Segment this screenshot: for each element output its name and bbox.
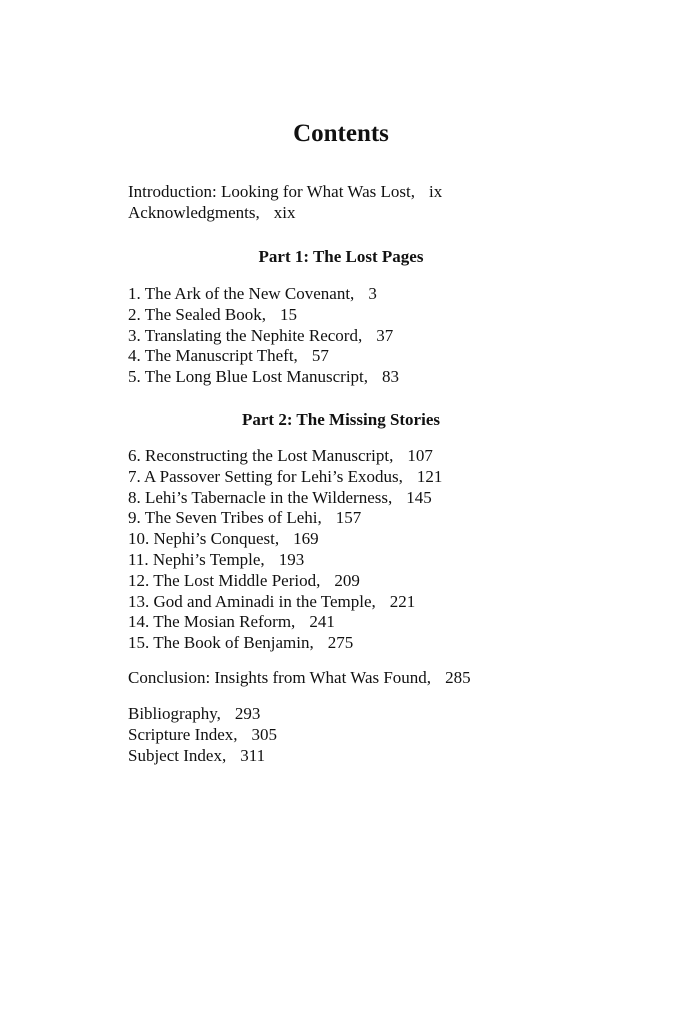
toc-entry-page: 15	[280, 304, 298, 324]
toc-entry-chapter-8[interactable]	[128, 488, 608, 509]
toc-entry-acknowledgments[interactable]	[128, 203, 608, 224]
part1-heading: Part 1: The Lost Pages	[258, 247, 424, 266]
toc-entry-chapter-13[interactable]	[128, 592, 608, 613]
toc-entry-page: 83	[382, 367, 400, 387]
toc-entry-introduction[interactable]	[128, 182, 608, 203]
toc-entry-label: Bibliography,	[128, 704, 221, 723]
toc-entry-chapter-1[interactable]	[128, 284, 608, 305]
toc-entry-label: Introduction: Looking for What Was Lost,	[128, 182, 415, 201]
toc-entry-subject-index[interactable]	[128, 746, 608, 767]
toc-entry-chapter-12[interactable]	[128, 571, 608, 592]
back-matter-list	[128, 704, 608, 766]
toc-entry-page: 107	[407, 446, 433, 465]
toc-entry-page: 241	[309, 612, 335, 632]
toc-entry-label: 9. The Seven Tribes of Lehi,	[128, 508, 322, 528]
toc-entry-chapter-2[interactable]	[128, 305, 608, 326]
toc-entry-page: 37	[376, 325, 394, 345]
toc-entry-page: 305	[251, 724, 278, 744]
toc-entry-page: ix	[428, 182, 443, 201]
toc-entry-page: 293	[234, 704, 261, 723]
part2-heading: Part 2: The Missing Stories	[241, 410, 440, 429]
toc-entry-page: 121	[416, 466, 443, 486]
toc-entry-page: 275	[327, 633, 354, 653]
toc-entry-page: 193	[278, 549, 305, 569]
toc-entry-label: 5. The Long Blue Lost Manuscript,	[128, 367, 369, 387]
toc-entry-page: 157	[335, 508, 362, 528]
toc-entry-chapter-5[interactable]	[128, 367, 608, 388]
toc-entry-label: 11. Nephi’s Temple,	[128, 549, 265, 569]
toc-entry-label: 1. The Ark of the New Covenant,	[128, 284, 355, 303]
toc-entry-label: Subject Index,	[128, 745, 227, 765]
toc-entry-chapter-11[interactable]	[128, 550, 608, 571]
toc-entry-conclusion[interactable]	[128, 668, 608, 689]
toc-entry-label: Scripture Index,	[128, 724, 238, 744]
toc-entry-chapter-7[interactable]	[128, 467, 608, 488]
toc-entry-chapter-15[interactable]	[128, 633, 608, 654]
toc-entry-chapter-10[interactable]	[128, 529, 608, 550]
toc-entry-page: xix	[273, 202, 296, 222]
toc-entry-page: 169	[293, 529, 319, 549]
toc-entry-chapter-6[interactable]	[128, 446, 608, 467]
toc-entry-chapter-9[interactable]	[128, 508, 608, 529]
toc-entry-page: 285	[445, 668, 471, 687]
toc-entry-chapter-4[interactable]	[128, 346, 608, 367]
toc-entry-label: 8. Lehi’s Tabernacle in the Wilderness,	[128, 487, 393, 507]
toc-entry-chapter-14[interactable]	[128, 612, 608, 633]
toc-entry-label: 12. The Lost Middle Period,	[128, 570, 321, 590]
toc-entry-bibliography[interactable]	[128, 704, 608, 725]
conclusion-block	[128, 668, 608, 689]
page-title: Contents	[293, 120, 389, 147]
toc-entry-label: 13. God and Aminadi in the Temple,	[128, 591, 376, 611]
toc-entry-page: 221	[389, 591, 416, 611]
toc-entry-page: 145	[406, 487, 432, 507]
toc-entry-scripture-index[interactable]	[128, 725, 608, 746]
front-matter-list	[128, 182, 608, 224]
toc-entry-chapter-3[interactable]	[128, 326, 608, 347]
toc-entry-page: 57	[311, 346, 329, 366]
toc-entry-label: 6. Reconstructing the Lost Manuscript,	[128, 446, 394, 465]
toc-entry-label: 14. The Mosian Reform,	[128, 612, 296, 632]
toc-entry-label: 15. The Book of Benjamin,	[128, 633, 314, 653]
toc-entry-label: 3. Translating the Nephite Record,	[128, 325, 363, 345]
toc-entry-label: Conclusion: Insights from What Was Found,	[128, 668, 432, 687]
toc-entry-label: 7. A Passover Setting for Lehi’s Exodus,	[128, 466, 403, 486]
toc-entry-page: 311	[240, 745, 266, 765]
part2-chapter-list	[128, 446, 608, 654]
toc-entry-label: 4. The Manuscript Theft,	[128, 346, 298, 366]
toc-entry-label: 10. Nephi’s Conquest,	[128, 529, 280, 549]
toc-entry-page: 209	[334, 570, 360, 590]
toc-entry-label: 2. The Sealed Book,	[128, 304, 267, 324]
toc-entry-page: 3	[368, 284, 377, 303]
part1-chapter-list	[128, 284, 608, 388]
toc-entry-label: Acknowledgments,	[128, 202, 260, 222]
